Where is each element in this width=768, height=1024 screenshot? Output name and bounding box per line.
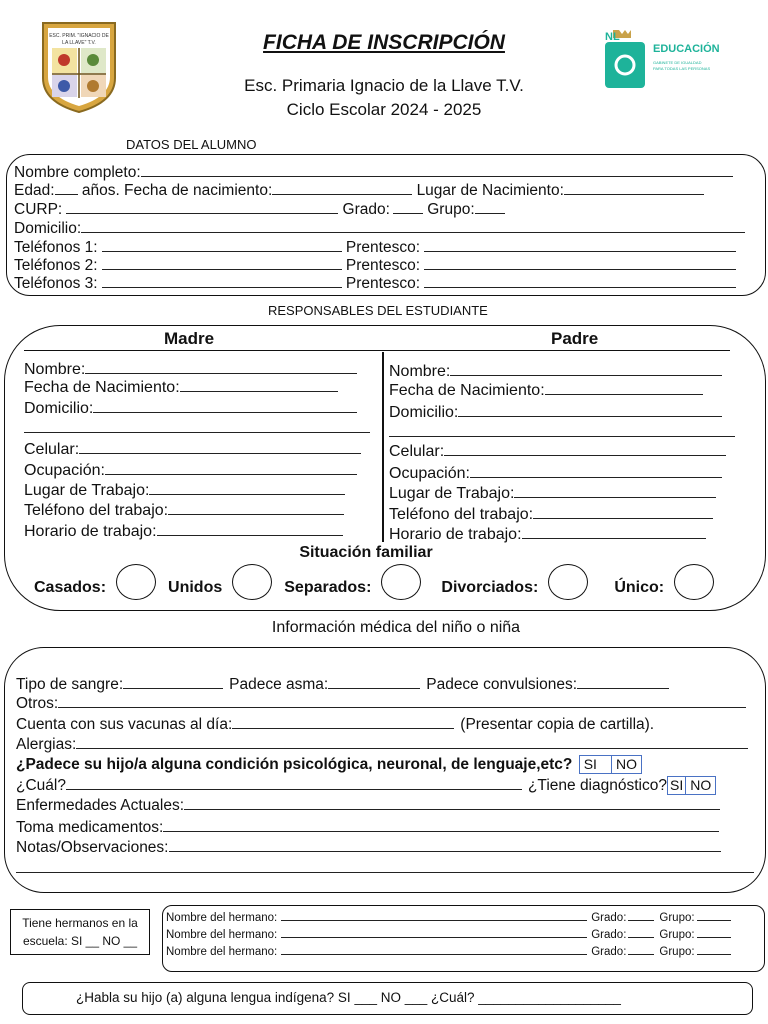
column-divider	[382, 352, 384, 542]
field-sangre-asma-convulsiones[interactable]	[16, 675, 669, 694]
field-telefono-1[interactable]	[14, 238, 736, 257]
madre-field-1[interactable]	[24, 378, 338, 397]
label-telefono: Teléfonos 1:	[14, 239, 98, 256]
label-grupo: Grupo:	[659, 929, 695, 941]
svg-text:LA LLAVE" T.V.: LA LLAVE" T.V.	[62, 40, 96, 46]
field-vacunas[interactable]	[16, 715, 654, 734]
condicion-no[interactable]: NO	[612, 755, 642, 774]
field-telefono-2[interactable]	[14, 256, 736, 275]
condicion-si[interactable]: SI	[579, 755, 612, 774]
hermano-row-1[interactable]	[166, 910, 731, 926]
lengua-question[interactable]: ¿Habla su hijo (a) alguna lengua indígena? SI ___ NO ___ ¿Cuál? ___________________	[76, 990, 621, 1005]
section-title-alumno: DATOS DEL ALUMNO	[126, 137, 257, 152]
svg-text:GABINETE DE IGUALDAD: GABINETE DE IGUALDAD	[653, 60, 702, 65]
padre-field-5[interactable]	[389, 484, 716, 503]
label: Domicilio:	[14, 220, 82, 237]
label-curp: CURP:	[14, 201, 63, 218]
madre-field-label: Lugar de Trabajo:	[24, 482, 150, 499]
label-grado: Grado:	[591, 912, 627, 924]
madre-field-label: Horario de trabajo:	[24, 523, 157, 540]
section-title-medica: Información médica del niño o niña	[271, 619, 521, 636]
svg-text:PARA TODAS LAS PERSONAS: PARA TODAS LAS PERSONAS	[653, 66, 711, 71]
label-lugar-nacimiento: Lugar de Nacimiento:	[416, 182, 564, 199]
label: ¿Padece su hijo/a alguna condición psicológica, neuronal, de lenguaje,etc?	[16, 756, 573, 773]
madre-field-3[interactable]	[24, 440, 361, 459]
label-grupo: Grupo:	[659, 912, 695, 924]
padre-heading: Padre	[551, 329, 599, 348]
hermanos-question-line-1: Tiene hermanos en la	[22, 916, 138, 930]
madre-field-label: Ocupación:	[24, 462, 105, 479]
option-unico-label: Único:	[614, 579, 665, 597]
svg-text:ESC. PRIM. "IGNACIO DE: ESC. PRIM. "IGNACIO DE	[49, 33, 109, 39]
padre-field-label: Horario de trabajo:	[389, 526, 522, 543]
nl-education-logo	[603, 28, 743, 92]
padre-field-label: Ocupación:	[389, 465, 470, 482]
label-diagnostico: ¿Tiene diagnóstico?	[527, 777, 667, 794]
madre-field-4[interactable]	[24, 461, 357, 480]
label-grado: Grado:	[591, 946, 627, 958]
hermanos-question-box	[10, 909, 150, 955]
padre-field-7[interactable]	[389, 525, 706, 544]
padre-field-1[interactable]	[389, 381, 703, 400]
field-domicilio[interactable]	[14, 219, 745, 238]
label-edad: Edad:	[14, 182, 55, 199]
diagnostico-si[interactable]: SI	[667, 776, 686, 795]
option-divorciados-circle[interactable]	[548, 564, 588, 600]
field-medicamentos[interactable]	[16, 818, 719, 837]
madre-field-2[interactable]	[24, 399, 357, 418]
svg-text:EDUCACIÓN: EDUCACIÓN	[653, 43, 720, 55]
label-grupo: Grupo:	[427, 201, 475, 218]
padre-field-4[interactable]	[389, 464, 722, 483]
padre-field-label: Fecha de Nacimiento:	[389, 382, 545, 399]
madre-field-label: Teléfono del trabajo:	[24, 502, 169, 519]
label-telefono: Teléfonos 2:	[14, 257, 98, 274]
situacion-familiar-title: Situación familiar	[299, 544, 433, 561]
label: Toma medicamentos:	[16, 819, 164, 836]
school-cycle: Ciclo Escolar 2024 - 2025	[286, 100, 482, 119]
field-alergias[interactable]	[16, 735, 748, 754]
padre-field-label: Nombre:	[389, 363, 451, 380]
label: Notas/Observaciones:	[16, 839, 169, 856]
label-cual: ¿Cuál?	[16, 777, 66, 794]
madre-field-label: Nombre:	[24, 361, 86, 378]
label-grupo: Grupo:	[659, 946, 695, 958]
field-condicion[interactable]	[16, 755, 642, 774]
madre-field-5[interactable]	[24, 481, 345, 500]
madre-field-6[interactable]	[24, 501, 344, 520]
madre-domicilio-extra-line[interactable]	[24, 432, 370, 433]
situacion-options	[34, 570, 726, 606]
padre-field-label: Lugar de Trabajo:	[389, 485, 515, 502]
field-nombre-completo[interactable]	[14, 163, 733, 182]
option-unidos-circle[interactable]	[232, 564, 272, 600]
madre-field-label: Celular:	[24, 441, 80, 458]
label-telefono: Teléfonos 3:	[14, 275, 98, 292]
field-enfermedades[interactable]	[16, 796, 720, 815]
label-fecha-nacimiento: años. Fecha de nacimiento:	[81, 182, 273, 199]
field-edad-fecha-lugar[interactable]	[14, 181, 704, 200]
padre-field-label: Teléfono del trabajo:	[389, 506, 534, 523]
madre-field-7[interactable]	[24, 522, 343, 541]
field-cual-diagnostico[interactable]	[16, 776, 716, 795]
hermanos-question-line-2[interactable]: escuela: SI __ NO __	[22, 934, 138, 948]
madre-field-label: Fecha de Nacimiento:	[24, 379, 180, 396]
document-title: FICHA DE INSCRIPCIÓN	[263, 31, 505, 54]
label-nombre: Nombre del hermano:	[166, 912, 278, 924]
option-casados-circle[interactable]	[116, 564, 156, 600]
madre-heading: Madre	[164, 329, 215, 348]
label-parentesco: Prentesco:	[345, 257, 421, 274]
field-otros[interactable]	[16, 694, 746, 713]
field-curp-grado-grupo[interactable]	[14, 200, 505, 219]
label: Enfermedades Actuales:	[16, 797, 185, 814]
hermano-row-3[interactable]	[166, 944, 731, 960]
label-parentesco: Prentesco:	[345, 275, 421, 292]
label-grado: Grado:	[342, 201, 390, 218]
label-sangre: Tipo de sangre:	[16, 676, 124, 693]
option-divorciados-label: Divorciados:	[441, 579, 539, 597]
school-name: Esc. Primaria Ignacio de la Llave T.V.	[244, 76, 524, 95]
hermano-row-2[interactable]	[166, 927, 731, 943]
cartilla-note: (Presentar copia de cartilla).	[460, 716, 655, 733]
option-unidos-label: Unidos	[168, 579, 223, 597]
label-grado: Grado:	[591, 929, 627, 941]
padre-field-0[interactable]	[389, 362, 722, 381]
option-casados-label: Casados:	[34, 579, 107, 597]
notas-extra-line[interactable]	[16, 872, 754, 873]
label-asma: Padece asma:	[229, 676, 329, 693]
padre-field-label: Celular:	[389, 443, 445, 460]
label-parentesco: Prentesco:	[345, 239, 421, 256]
option-separados-label: Separados:	[284, 579, 372, 597]
padre-field-3[interactable]	[389, 442, 726, 461]
padre-field-2[interactable]	[389, 403, 722, 422]
label-nombre: Nombre del hermano:	[166, 929, 278, 941]
option-separados-circle[interactable]	[381, 564, 421, 600]
label-nombre: Nombre del hermano:	[166, 946, 278, 958]
label: Otros:	[16, 695, 59, 712]
option-unico-circle[interactable]	[674, 564, 714, 600]
heading-underline	[24, 350, 730, 351]
padre-field-label: Domicilio:	[389, 404, 459, 421]
padre-field-6[interactable]	[389, 505, 713, 524]
section-title-responsables: RESPONSABLES DEL ESTUDIANTE	[268, 303, 488, 318]
diagnostico-no[interactable]: NO	[686, 776, 716, 795]
field-notas[interactable]	[16, 838, 721, 857]
label: Nombre completo:	[14, 164, 141, 181]
padre-domicilio-extra-line[interactable]	[389, 436, 735, 437]
madre-field-label: Domicilio:	[24, 400, 94, 417]
label: Alergias:	[16, 736, 77, 753]
label: Cuenta con sus vacunas al día:	[16, 716, 233, 733]
field-telefono-3[interactable]	[14, 274, 736, 293]
madre-field-0[interactable]	[24, 360, 357, 379]
svg-text:NL: NL	[605, 31, 620, 43]
label-convulsiones: Padece convulsiones:	[426, 676, 578, 693]
